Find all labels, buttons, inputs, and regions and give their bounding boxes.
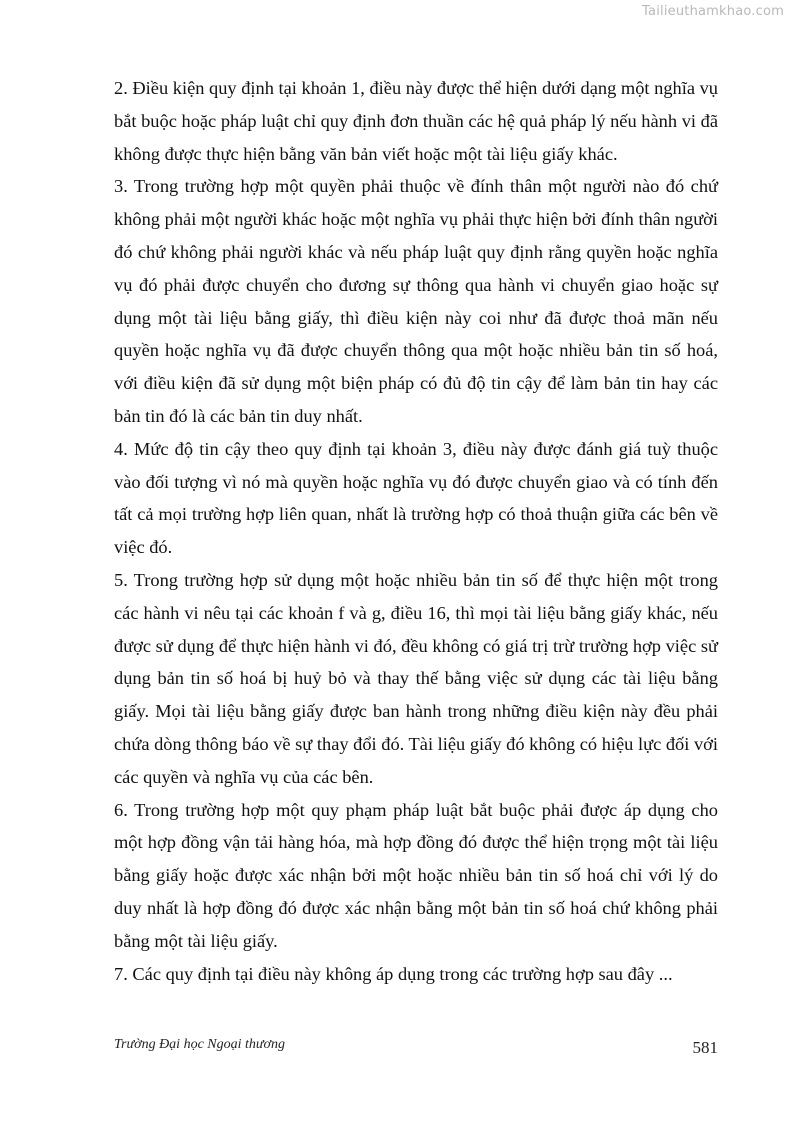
watermark: Tailieuthamkhao.com [642,4,784,19]
paragraph-clause-3: 3. Trong trường hợp một quyền phải thuộc về đính thân một người nào đó chứ không phải một người khác hoặc một nghĩa vụ phải thực hiện bởi đính thân người đó chứ không phải người khác và nếu pháp luật quy định rằng quyền hoặc nghĩa vụ đó phải được chuyển cho đương sự thông qua hành vi chuyển giao hoặc sự dụng một tài liệu bằng giấy, thì điều kiện này coi như đã được thoả mãn nếu quyền hoặc nghĩa vụ đã được chuyển thông qua một hoặc nhiều bản tin số hoá, với điều kiện đã sử dụng một biện pháp có đủ độ tin cậy để làm bản tin hay các bản tin đó là các bản tin duy nhất. [114,176,718,426]
paragraph-clause-6: 6. Trong trường hợp một quy phạm pháp luật bắt buộc phải được áp dụng cho một hợp đồng vận tải hàng hóa, mà hợp đồng đó được thể hiện trọng một tài liệu bằng giấy hoặc được xác nhận bởi một hoặc nhiều bản tin số hoá chỉ với lý do duy nhất là hợp đồng đó được xác nhận bằng một bản tin số hoá chứ không phải bằng một tài liệu giấy. [114,799,718,951]
body-text [114,72,718,990]
paragraph-clause-5: 5. Trong trường hợp sử dụng một hoặc nhiều bản tin số để thực hiện một trong các hành vi nêu tại các khoản f và g, điều 16, thì mọi tài liệu bằng giấy khác, nếu được sử dụng để thực hiện hành vi đó, đều không có giá trị trừ trường hợp việc sử dụng bản tin số hoá bị huỷ bỏ và thay thế bằng việc sử dụng các tài liệu bằng giấy. Mọi tài liệu bằng giấy được ban hành trong những điều kiện này đều phải chứa dòng thông báo về sự thay đổi đó. Tài liệu giấy đó không có hiệu lực đối với các quyền và nghĩa vụ của các bên. [114,569,718,787]
page-number: 581 [692,1038,718,1057]
paragraph-clause-2: 2. Điều kiện quy định tại khoản 1, điều này được thể hiện dưới dạng một nghĩa vụ bắt buộc hoặc pháp luật chỉ quy định đơn thuần các hệ quả pháp lý nếu hành vi đã không được thực hiện bằng văn bản viết hoặc một tài liệu giấy khác. [114,78,718,164]
paragraph-clause-7: 7. Các quy định tại điều này không áp dụng trong các trường hợp sau đây ... [114,963,673,984]
footer-school-name: Trường Đại học Ngoại thương [114,1037,286,1052]
paragraph-clause-4: 4. Mức độ tin cậy theo quy định tại khoản 3, điều này được đánh giá tuỳ thuộc vào đối tượng vì nó mà quyền hoặc nghĩa vụ đó được chuyển giao và có tính đến tất cả mọi trường hợp liên quan, nhất là trường hợp có thoả thuận giữa các bên về việc đó. [114,438,718,558]
